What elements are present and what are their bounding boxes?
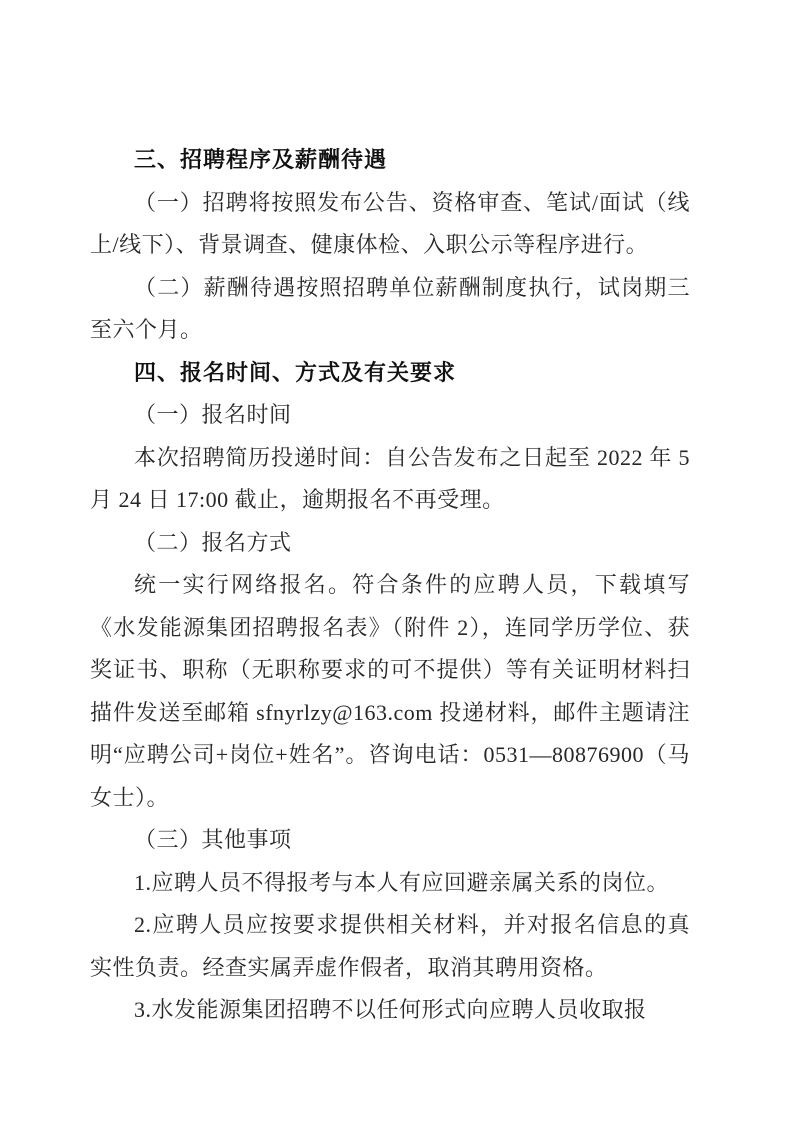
document-body	[90, 139, 690, 1032]
para-4-sub-3-item-1: 1.应聘人员不得报考与本人有应回避亲属关系的岗位。	[134, 869, 670, 895]
para-4-sub-3-item-2: 2.应聘人员应按要求提供相关材料，并对报名信息的真实性负责。经查实属弄虚作假者，取消其聘用资格。	[90, 912, 690, 980]
heading-section-3: 三、招聘程序及薪酬待遇	[134, 147, 388, 172]
para-3-item-2: （二）薪酬待遇按照招聘单位薪酬制度执行，试岗期三至六个月。	[90, 274, 690, 342]
para-4-sub-2-heading: （二）报名方式	[134, 529, 292, 555]
para-4-sub-1-body: 本次招聘简历投递时间：自公告发布之日起至 2022 年 5 月 24 日 17:00 截止，逾期报名不再受理。	[90, 444, 690, 512]
para-4-sub-2-body: 统一实行网络报名。符合条件的应聘人员，下载填写《水发能源集团招聘报名表》（附件 2），连同学历学位、获奖证书、职称（无职称要求的可不提供）等有关证明材料扫描件发送至邮箱 sfnyrlzy@163.com 投递材料，邮件主题请注明“应聘公司+岗位+姓名”。咨询电话：0531—80876900（马女士）。	[90, 572, 690, 810]
para-4-sub-3-heading: （三）其他事项	[134, 827, 292, 852]
para-3-item-1: （一）招聘将按照发布公告、资格审查、笔试/面试（线上/线下）、背景调查、健康体检、入职公示等程序进行。	[90, 189, 690, 257]
para-4-sub-3-item-3: 3.水发能源集团招聘不以任何形式向应聘人员收取报	[134, 997, 647, 1022]
para-4-sub-1-heading: （一）报名时间	[134, 402, 292, 427]
heading-section-4: 四、报名时间、方式及有关要求	[134, 359, 457, 385]
